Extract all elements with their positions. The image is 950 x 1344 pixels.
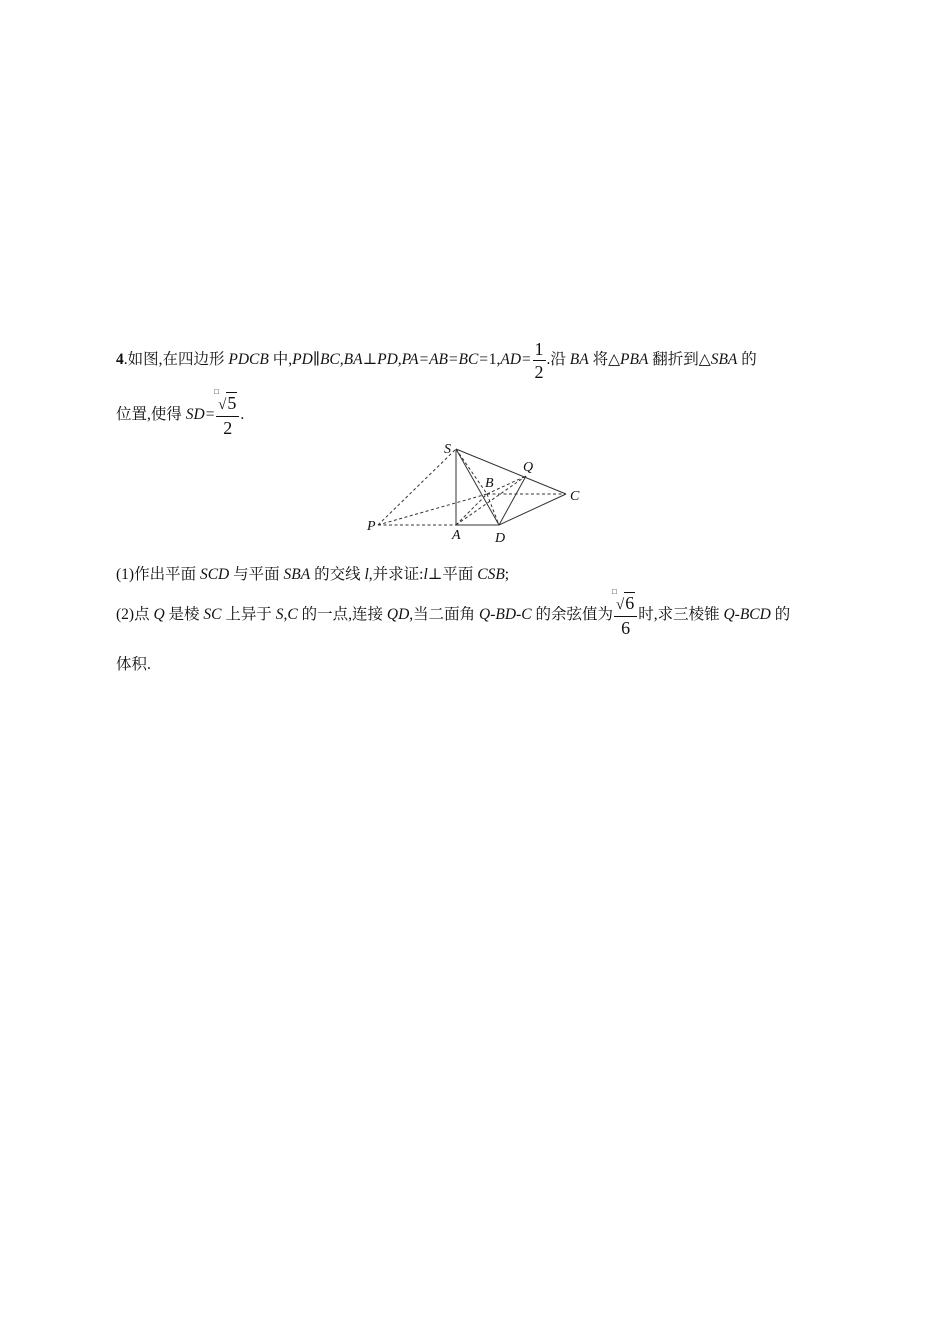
radical-sign: √ bbox=[615, 597, 625, 613]
ba-label: BA bbox=[569, 351, 589, 369]
problem-number: 4 bbox=[116, 351, 124, 369]
label-C: C bbox=[570, 489, 580, 504]
text: .沿 bbox=[546, 351, 570, 369]
label-P: P bbox=[367, 519, 376, 534]
fraction-sqrt5-over-2: □ √5 2 bbox=[216, 392, 239, 439]
edge-DQ bbox=[499, 476, 526, 525]
geometry-figure bbox=[360, 436, 590, 548]
text: .如图,在四边形 bbox=[123, 351, 229, 369]
label-S: S bbox=[444, 442, 451, 457]
label-A: A bbox=[452, 528, 461, 543]
text: 翻折到△ bbox=[648, 351, 711, 369]
fraction-one-half: $\frac{1}{2}$ bbox=[534, 339, 544, 382]
problem-line-2 bbox=[116, 387, 245, 439]
sd-label: SD= bbox=[185, 406, 216, 424]
radical-sign: √ bbox=[218, 397, 227, 413]
edge-SC bbox=[456, 449, 566, 494]
label-B: B bbox=[485, 476, 494, 491]
part-2: (2)点 Q 是棱 SC 上异于 S,C 的一点,连接 QD,当二面角 Q-BD-C 的余弦值为 □ √6 6 时,求三棱锥 Q-BCD 的 bbox=[116, 587, 791, 638]
text: 的 bbox=[737, 351, 757, 369]
text: 位置,使得 bbox=[116, 406, 186, 424]
sba-label: SBA bbox=[710, 351, 738, 369]
ad-label: AD= bbox=[500, 351, 532, 369]
placeholder-box: □ bbox=[214, 387, 220, 396]
text: 中, bbox=[268, 351, 293, 369]
label-Q: Q bbox=[523, 460, 534, 475]
quad-name: PDCB bbox=[228, 351, 269, 369]
edge-AB bbox=[456, 494, 487, 525]
text: 将△ bbox=[588, 351, 620, 369]
text: , bbox=[496, 351, 501, 369]
value-one: 1 bbox=[488, 351, 497, 369]
label-D: D bbox=[495, 531, 506, 546]
placeholder-box: □ bbox=[611, 587, 617, 596]
part-2-line-2: 体积. bbox=[116, 656, 151, 673]
part-1: (1)作出平面 SCD 与平面 SBA 的交线 l,并求证:l⊥平面 CSB; bbox=[116, 566, 510, 583]
text: . bbox=[240, 406, 245, 424]
fraction-sqrt6-over-6: □ √6 6 bbox=[614, 592, 637, 639]
relations: PD∥BC,BA⊥PD,PA=AB=BC= bbox=[292, 351, 489, 369]
edge-DC bbox=[499, 494, 566, 525]
problem-line-1 bbox=[116, 338, 757, 383]
pba-label: PBA bbox=[620, 351, 649, 369]
